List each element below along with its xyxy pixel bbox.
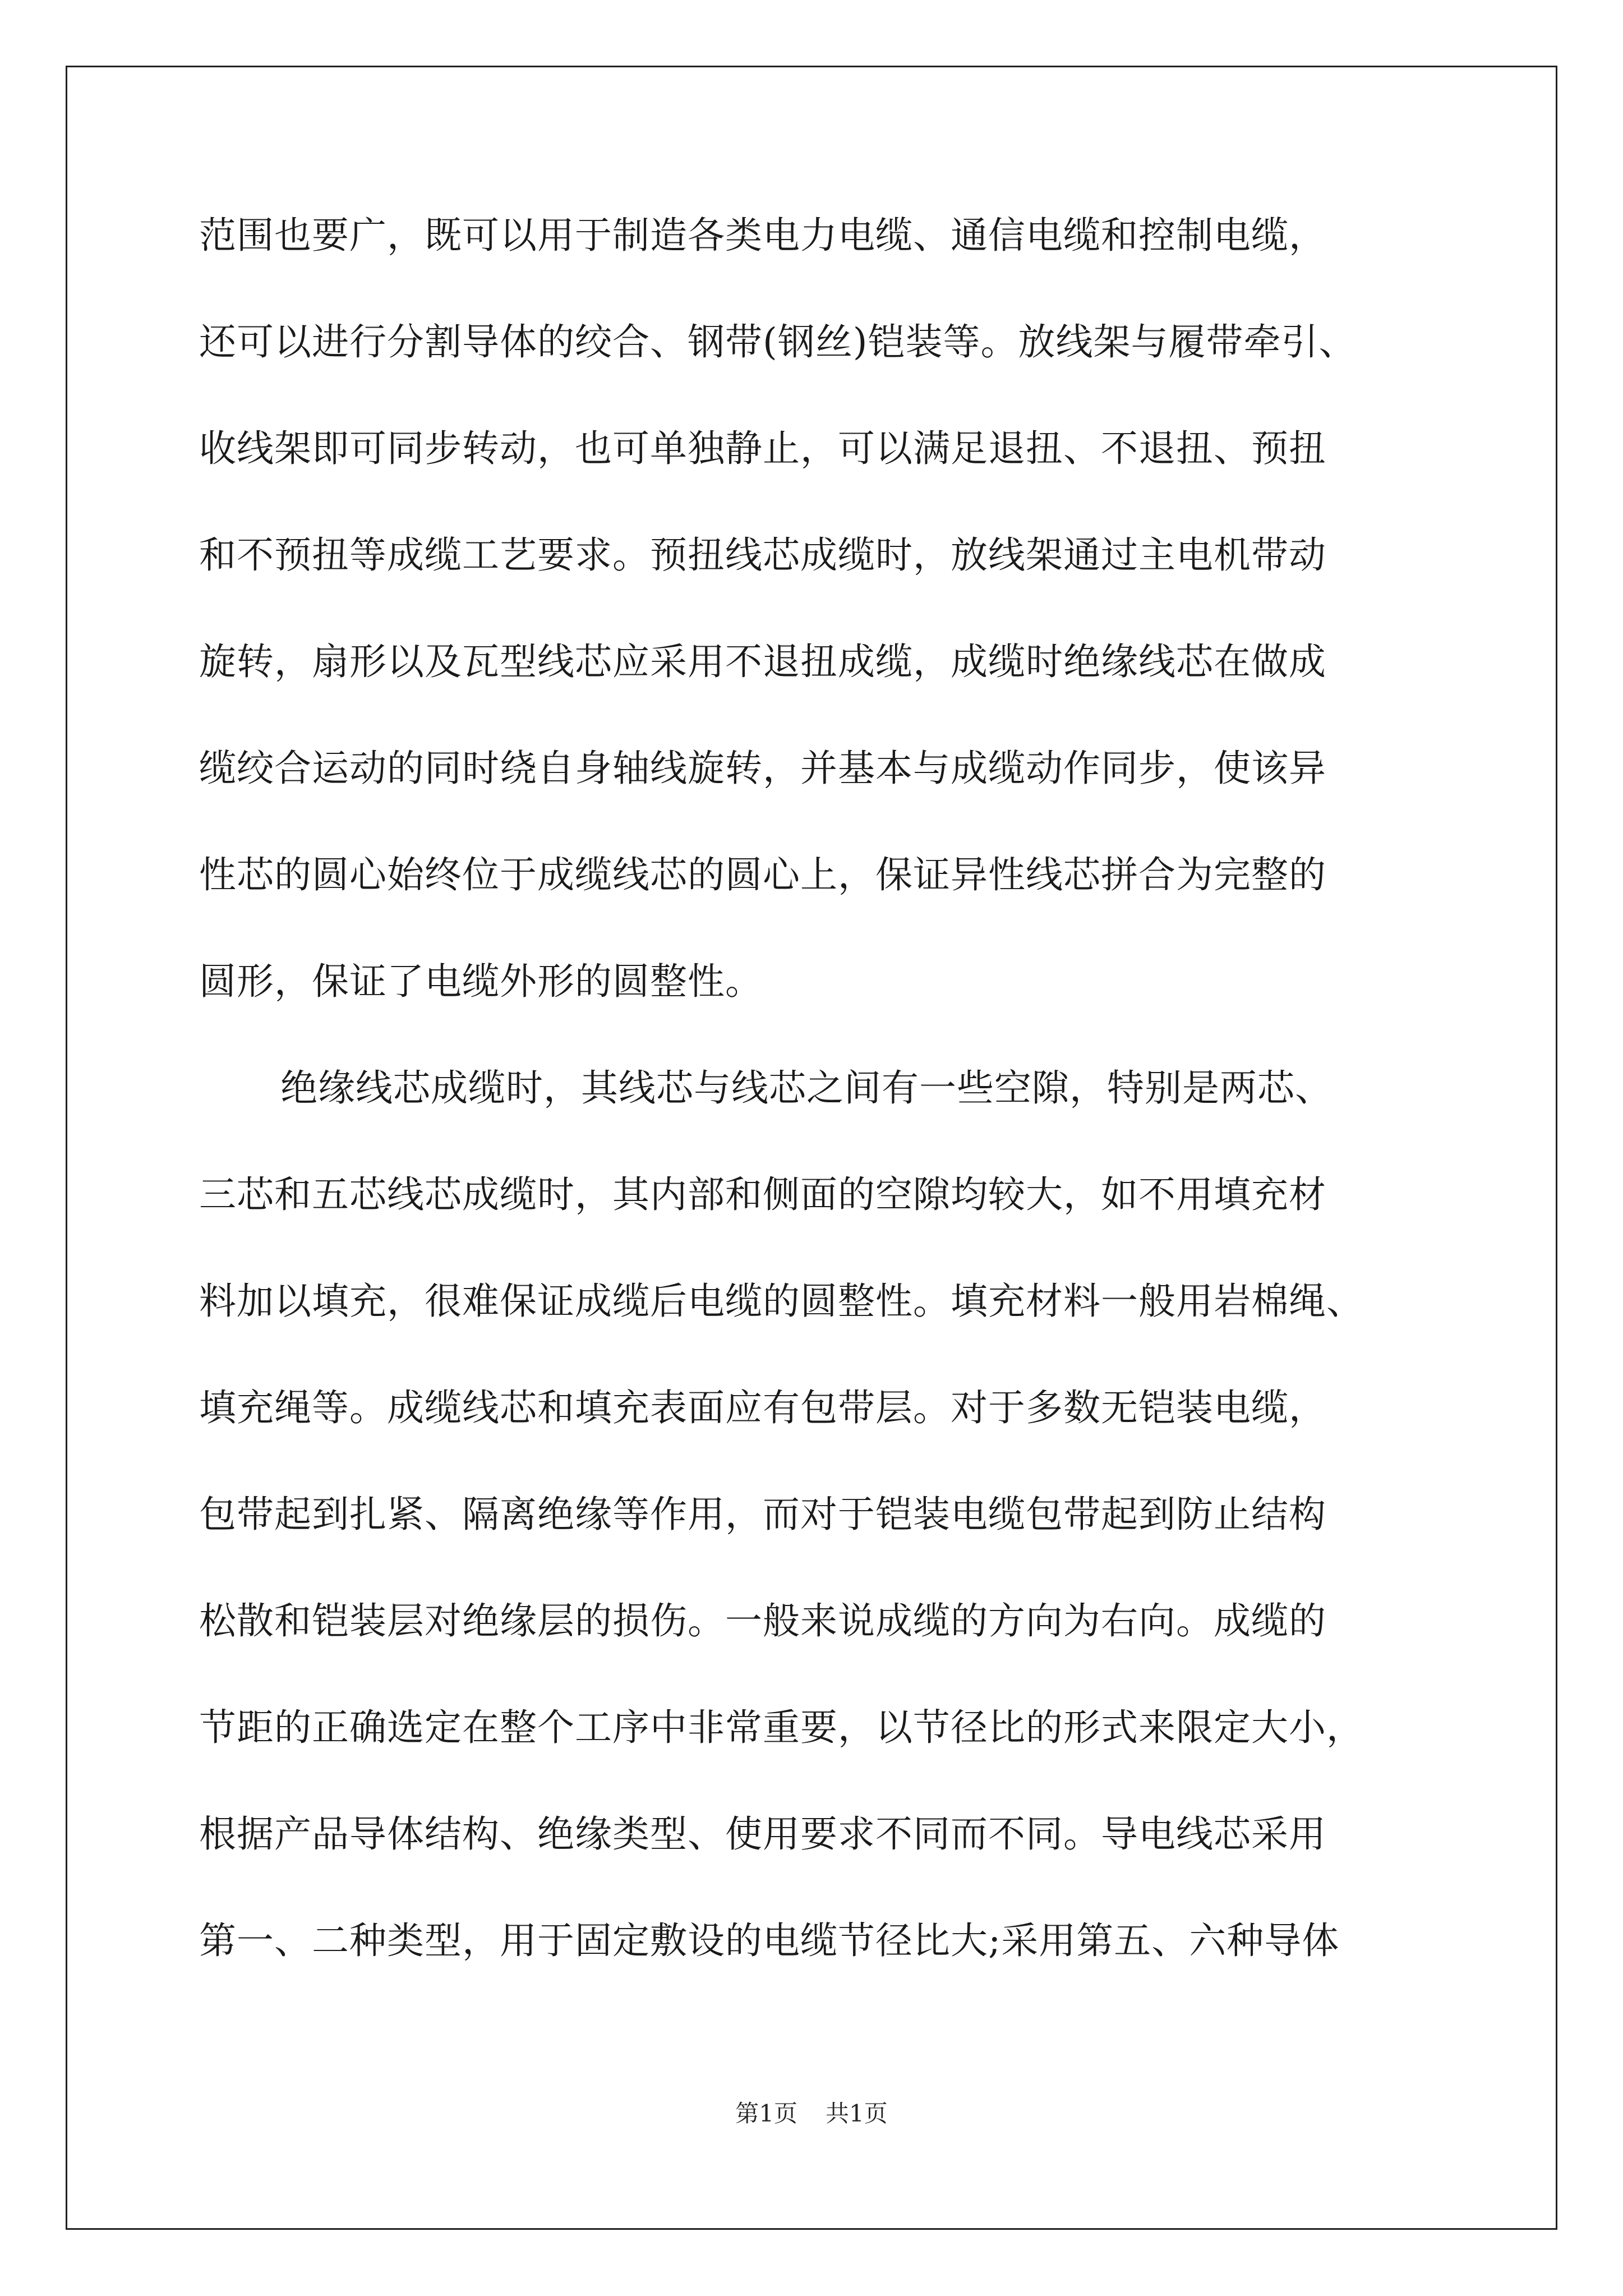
paragraph-2-line-2: 三芯和五芯线芯成缆时，其内部和侧面的空隙均较大，如不用填充材 bbox=[199, 1173, 1326, 1216]
page-number: 第1页 bbox=[735, 2100, 797, 2127]
paragraph-2-line-1: 绝缘线芯成缆时，其线芯与线芯之间有一些空隙，特别是两芯、 bbox=[280, 1066, 1332, 1110]
paragraph-2-line-3: 料加以填充，很难保证成缆后电缆的圆整性。填充材料一般用岩棉绳、 bbox=[199, 1280, 1364, 1323]
paragraph-1-line-6: 缆绞合运动的同时绕自身轴线旋转，并基本与成缆动作同步，使该异 bbox=[199, 747, 1326, 790]
paragraph-2-line-9: 第一、二种类型，用于固定敷设的电缆节径比大;采用第五、六种导体 bbox=[199, 1919, 1340, 1962]
paragraph-1-line-7: 性芯的圆心始终位于成缆线芯的圆心上，保证异性线芯拼合为完整的 bbox=[199, 853, 1326, 896]
page-footer bbox=[0, 2097, 1623, 2131]
paragraph-2-line-8: 根据产品导体结构、绝缘类型、使用要求不同而不同。导电线芯采用 bbox=[199, 1812, 1326, 1856]
paragraph-2-line-7: 节距的正确选定在整个工序中非常重要，以节径比的形式来限定大小， bbox=[199, 1706, 1364, 1749]
paragraph-1-line-8: 圆形，保证了电缆外形的圆整性。 bbox=[199, 960, 763, 1003]
page-total: 共1页 bbox=[826, 2100, 888, 2127]
paragraph-2-line-5: 包带起到扎紧、隔离绝缘等作用，而对于铠装电缆包带起到防止结构 bbox=[199, 1493, 1326, 1536]
paragraph-1-line-1: 范围也要广，既可以用于制造各类电力电缆、通信电缆和控制电缆， bbox=[199, 214, 1326, 257]
page-border bbox=[66, 66, 1557, 2230]
paragraph-1-line-4: 和不预扭等成缆工艺要求。预扭线芯成缆时，放线架通过主电机带动 bbox=[199, 533, 1326, 577]
paragraph-2-line-6: 松散和铠装层对绝缘层的损伤。一般来说成缆的方向为右向。成缆的 bbox=[199, 1599, 1326, 1642]
paragraph-2-line-4: 填充绳等。成缆线芯和填充表面应有包带层。对于多数无铠装电缆， bbox=[199, 1386, 1326, 1429]
paragraph-1-line-2: 还可以进行分割导体的绞合、钢带(钢丝)铠装等。放线架与履带牵引、 bbox=[199, 320, 1357, 364]
paragraph-1-line-5: 旋转，扇形以及瓦型线芯应采用不退扭成缆，成缆时绝缘线芯在做成 bbox=[199, 640, 1326, 683]
paragraph-1-line-3: 收线架即可同步转动，也可单独静止，可以满足退扭、不退扭、预扭 bbox=[199, 427, 1326, 470]
